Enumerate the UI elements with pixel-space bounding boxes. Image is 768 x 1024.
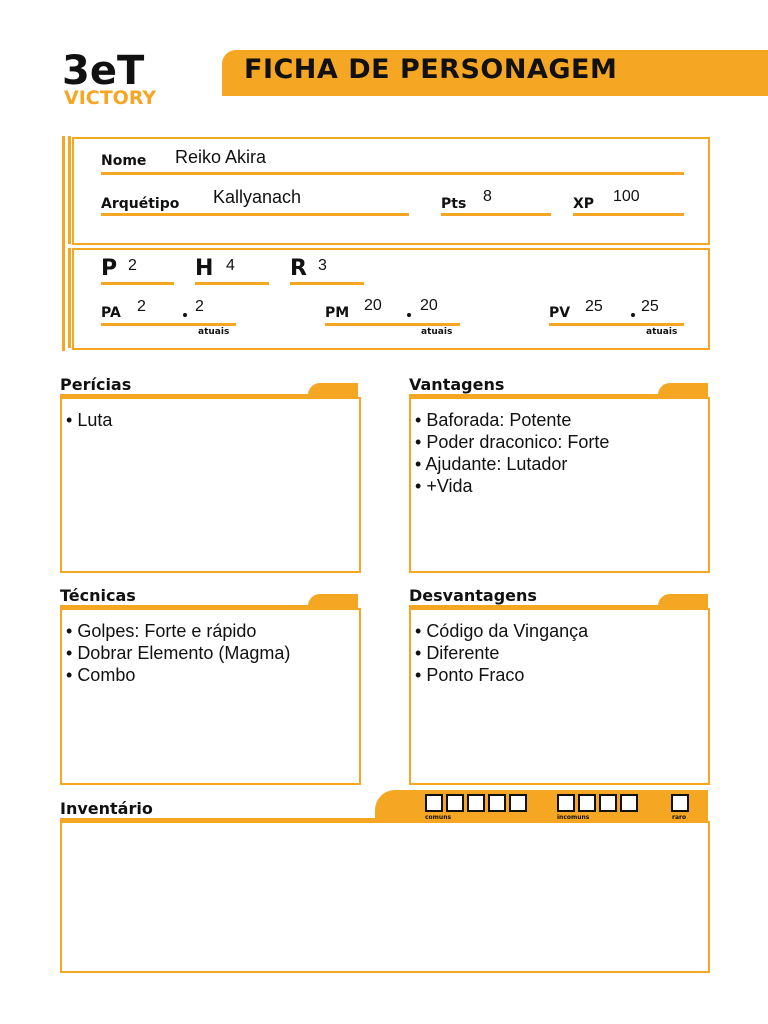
desvantagens-box[interactable] — [409, 608, 710, 785]
inventario-title: Inventário — [60, 799, 153, 818]
list-item: • Combo — [66, 664, 290, 686]
nome-value[interactable]: Reiko Akira — [175, 147, 267, 167]
logo-main-text: 3eT — [62, 50, 145, 94]
r-label: R — [290, 256, 307, 281]
h-underline — [195, 282, 269, 285]
comum-slot[interactable] — [509, 794, 527, 812]
vantagens-list — [415, 409, 609, 497]
logo-graphic — [62, 50, 202, 106]
pericias-title-tab — [308, 383, 358, 395]
xp-label: XP — [573, 196, 595, 212]
desvantagens-title-tab — [658, 594, 708, 606]
list-item: • Poder draconico: Forte — [415, 431, 609, 453]
comum-slot[interactable] — [488, 794, 506, 812]
incomuns-label: incomuns — [557, 814, 590, 821]
pericias-title: Perícias — [60, 375, 132, 394]
pa-current[interactable]: 2 — [195, 298, 204, 315]
page-title: FICHA DE PERSONAGEM — [244, 54, 618, 85]
pts-label: Pts — [441, 196, 467, 212]
left-ornament-line-inner-2 — [68, 248, 71, 348]
list-item: • Luta — [66, 409, 112, 431]
xp-value[interactable]: 100 — [613, 188, 640, 205]
pa-label: PA — [101, 305, 121, 321]
arquetipo-label: Arquétipo — [101, 196, 180, 212]
list-item: • Diferente — [415, 642, 588, 664]
pts-underline — [441, 213, 551, 216]
title-bar — [222, 50, 768, 96]
comum-slot[interactable] — [425, 794, 443, 812]
xp-underline — [573, 213, 684, 216]
list-item: • Ponto Fraco — [415, 664, 588, 686]
logo — [62, 50, 202, 106]
p-label: P — [101, 256, 118, 281]
pv-label: PV — [549, 305, 571, 321]
r-value[interactable]: 3 — [318, 257, 327, 274]
inventario-box[interactable] — [60, 821, 710, 973]
vantagens-title-tab — [658, 383, 708, 395]
list-item: • Golpes: Forte e rápido — [66, 620, 290, 642]
pm-underline — [325, 323, 460, 326]
desvantagens-list — [415, 620, 588, 686]
pv-value[interactable]: 25 — [585, 298, 603, 315]
pa-atuais-label: atuais — [198, 327, 230, 337]
nome-underline — [101, 172, 684, 175]
pm-atuais-label: atuais — [421, 327, 453, 337]
tecnicas-list — [66, 620, 290, 686]
vantagens-title: Vantagens — [409, 375, 505, 394]
comuns-label: comuns — [425, 814, 452, 821]
raro-label: raro — [672, 814, 687, 821]
pm-value[interactable]: 20 — [364, 297, 382, 314]
incomum-slot[interactable] — [578, 794, 596, 812]
desvantagens-title: Desvantagens — [409, 586, 537, 605]
pv-underline — [549, 323, 684, 326]
arquetipo-value[interactable]: Kallyanach — [213, 187, 302, 207]
pericias-list — [66, 409, 112, 431]
attributes-box — [72, 248, 710, 350]
logo-sub-text: VICTORY — [64, 87, 157, 106]
comum-slot[interactable] — [446, 794, 464, 812]
pv-dot — [631, 313, 635, 317]
incomum-slot[interactable] — [557, 794, 575, 812]
pm-current[interactable]: 20 — [420, 297, 438, 314]
tecnicas-title-tab — [308, 594, 358, 606]
pm-label: PM — [325, 305, 350, 321]
p-underline — [101, 282, 174, 285]
nome-label: Nome — [101, 153, 147, 169]
incomum-slot[interactable] — [599, 794, 617, 812]
h-label: H — [195, 256, 214, 281]
list-item: • +Vida — [415, 475, 609, 497]
left-ornament-line-inner — [68, 136, 71, 244]
arquetipo-underline — [101, 213, 409, 216]
pm-dot — [407, 313, 411, 317]
incomum-slot[interactable] — [620, 794, 638, 812]
raro-slot[interactable] — [671, 794, 689, 812]
list-item: • Ajudante: Lutador — [415, 453, 609, 475]
pv-atuais-label: atuais — [646, 327, 678, 337]
list-item: • Baforada: Potente — [415, 409, 609, 431]
vantagens-box[interactable] — [409, 397, 710, 573]
pa-dot — [183, 313, 187, 317]
comum-slot[interactable] — [467, 794, 485, 812]
pa-value[interactable]: 2 — [137, 298, 146, 315]
pv-current[interactable]: 25 — [641, 298, 659, 315]
pts-value[interactable]: 8 — [483, 188, 492, 205]
list-item: • Código da Vingança — [415, 620, 588, 642]
p-value[interactable]: 2 — [128, 257, 137, 274]
left-ornament-line — [62, 136, 65, 351]
h-value[interactable]: 4 — [226, 257, 235, 274]
r-underline — [290, 282, 364, 285]
pericias-box[interactable] — [60, 397, 361, 573]
pa-underline — [101, 323, 236, 326]
tecnicas-box[interactable] — [60, 608, 361, 785]
list-item: • Dobrar Elemento (Magma) — [66, 642, 290, 664]
tecnicas-title: Técnicas — [60, 586, 136, 605]
